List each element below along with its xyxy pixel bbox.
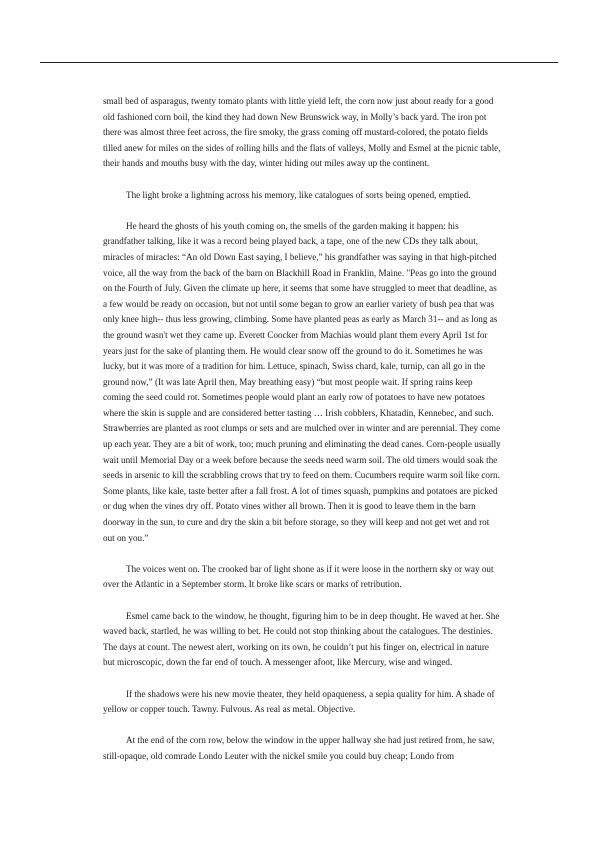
paragraph-light-broke: The light broke a lightning across his memory, like catalogues of sorts being opened, emptied. — [126, 189, 471, 200]
paragraph-voices-went-on: The voices went on. The crooked bar of light shone as if it were loose in the northern sky or way out over the Atlantic in a September storm. It broke like scars or marks of retribution. — [103, 563, 494, 590]
paragraph-esmel-window: Esmel came back to the window, he thought, figuring him to be in deep thought. He waved at her. She waved back, startled, he was willing to bet. He could not stop thinking about the catalogues. The destinies. The days at count. The newest alert, working on its own, he couldn’t put his finger on, electrical in nature but microscopic, down the far end of touch. A messenger afoot, like Mercury, wise and winged. — [103, 610, 500, 668]
paragraph-grandfather-garden: He heard the ghosts of his youth coming on, the smells of the garden making it happen: his grandfather talking, like it was a record being played back, a tape, one of the new CDs they talk about, miracles of miracles: “An old Down East saying, I believe,” his grandfather was saying in that high-pitched voice, all the way from the back of the barn on Blackhill Road in Franklin, Maine. "Peas go into the ground on the Fourth of July. Given the climate up here, it seems that some have struggled to meet that deadline, as a few would be ready on occasion, but not until some began to grow an earlier variety of bush pea that was only knee high-- thus less growing, climbing. Some have planted peas as early as March 31-- and as long as the ground wasn't wet they came up. Everett Coocker from Machias would plant them every April 1st for years just for the sake of planting them. He would clear snow off the ground to do it. Sometimes he was lucky, but it was more of a tradition for him. Lettuce, spinach, Swiss chard, kale, turnip, can all go in the ground now,” (It was late April then, May breathing easy) “but most people wait. If spring rains keep coming the seed could rot. Sometimes people would plant an early row of potatoes to have new potatoes where the skin is supple and are considered better tasting … Irish cobblers, Khatadin, Kennebec, and such. Strawberries are planted as root clumps or sets and are mulched over in winter and are perennial. They come up each year. They are a bit of work, too; much pruning and eliminating the dead canes. Corn-people usually wait until Memorial Day or a week before because the seeds need warm soil. The old timers would soak the seeds in arsenic to kill the scrabbling crows that try to feed on them. Cucumbers require warm soil like corn. Some plants, like kale, taste better after a fall frost. A lot of times squash, pumpkins and potatoes are picked or dug when the vines dry off. Potato vines wither all brown. Then it is good to leave them in the barn doorway in the sun, to cure and dry the skin a bit before storage, so they will keep and not get wet and rot out on you.” — [103, 220, 501, 543]
paragraph-corn-row: At the end of the corn row, below the window in the upper hallway she had just retired from, he saw, still-opaque, old comrade Londo Leuter with the nickel smile you could buy cheap; Londo from — [103, 735, 495, 761]
header-rule — [40, 62, 558, 63]
paragraph-continued: small bed of asparagus, twenty tomato plants with little yield left, the corn now just about ready for a good old fashioned corn boil, the kind they had down New Brunswick way, in Molly’s back yard. The iron pot there was almost three feet across, the fire smoky, the grass coming off mustard-colored, the potato fields tilled anew for miles on the sides of rolling hills and the flats of valleys, Molly and Esmel at the picnic table, their hands and mouths busy with the day, winter hiding out miles away up the continent. — [103, 96, 501, 169]
body-text — [103, 94, 501, 780]
paragraph-shadows-theater: If the shadows were his new movie theater, they held opaqueness, a sepia quality for him. A shade of yellow or copper touch. Tawny. Fulvous. As real as metal. Objective. — [103, 688, 495, 715]
